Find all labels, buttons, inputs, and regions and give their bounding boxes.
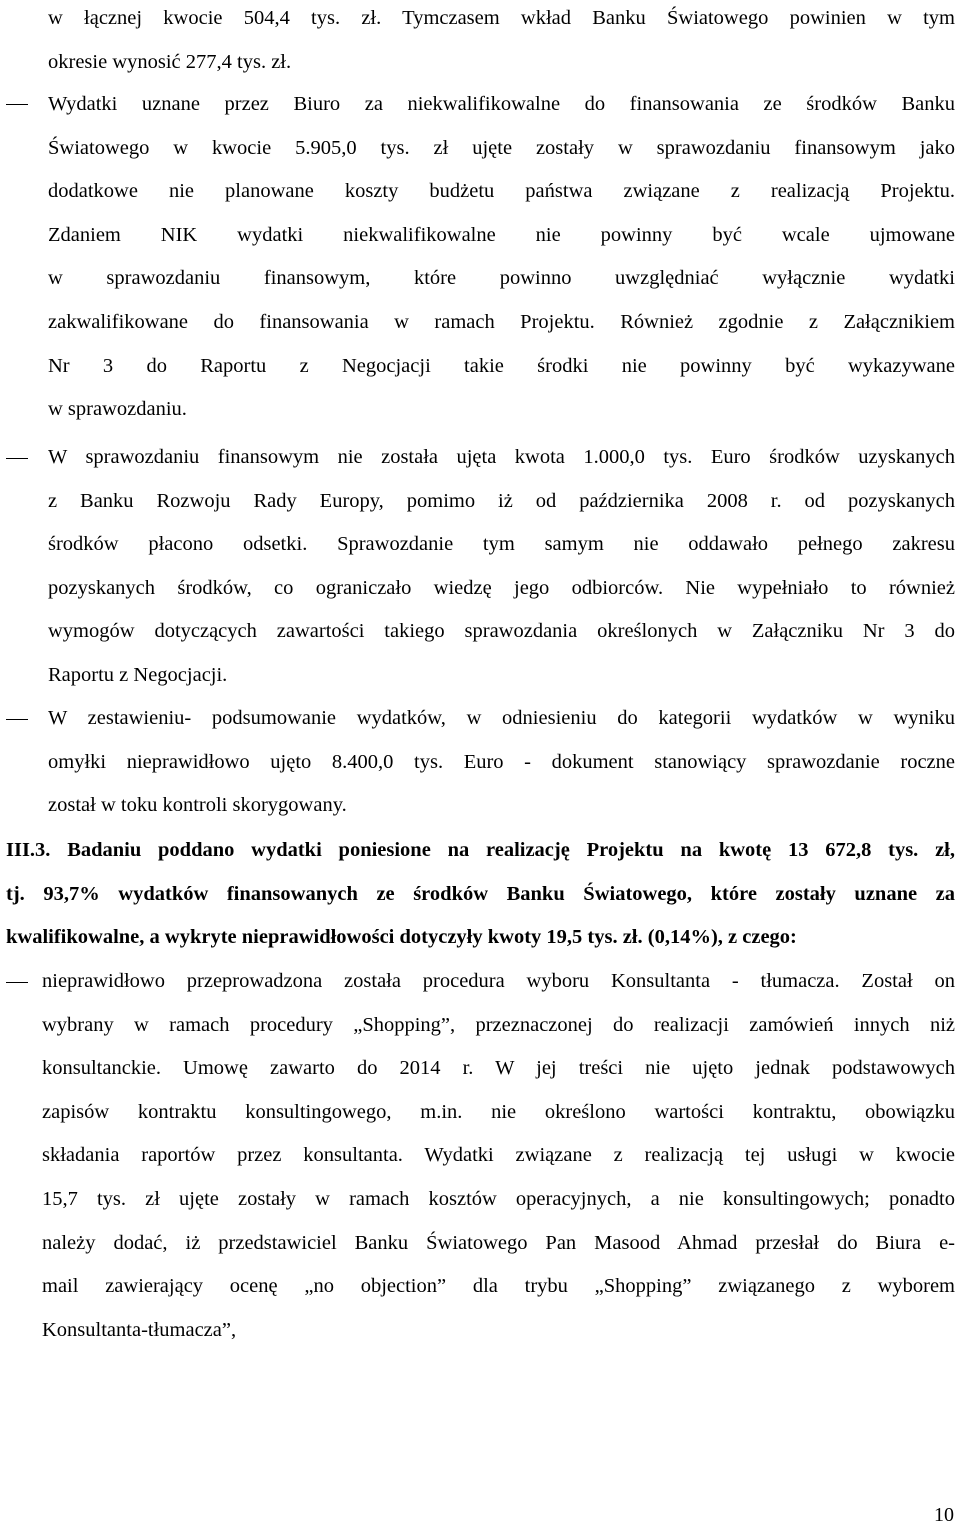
text-line: w sprawozdaniu finansowym, które powinno uwzględniać wyłącznie wydatki xyxy=(48,267,955,290)
text-line: Konsultanta-tłumacza”, xyxy=(42,1318,237,1341)
text-line: okresie wynosić 277,4 tys. zł. xyxy=(48,50,292,73)
section-heading xyxy=(6,829,955,960)
text-line: zakwalifikowane do finansowania w ramach Projektu. Również zgodnie z Załącznikiem xyxy=(48,310,955,333)
text-line: Światowego w kwocie 5.905,0 tys. zł ujęte zostały w sprawozdaniu finansowym jako xyxy=(48,136,955,159)
text-line: składania raportów przez konsultanta. Wydatki związane z realizacją tej usługi w kwocie xyxy=(42,1144,955,1167)
text-line: należy dodać, iż przedstawiciel Banku Światowego Pan Masood Ahmad przesłał do Biura e- xyxy=(42,1231,955,1254)
text-line: W zestawieniu- podsumowanie wydatków, w odniesieniu do kategorii wydatków w wyniku xyxy=(48,707,955,729)
text-line: wybrany w ramach procedury „Shopping”, przeznaczonej do realizacji zamówień innych niż xyxy=(42,1013,955,1036)
text-line: Raportu z Negocjacji. xyxy=(48,663,228,686)
text-line: konsultanckie. Umowę zawarto do 2014 r. W jej treści nie ujęto jednak podstawowych xyxy=(42,1057,955,1080)
bullet-dash-icon xyxy=(6,104,28,105)
heading-line: kwalifikowalne, a wykryte nieprawidłowości dotyczyły kwoty 19,5 tys. zł. (0,14%), z czego: xyxy=(6,926,797,949)
text-line: w łącznej kwocie 504,4 tys. zł. Tymczasem wkład Banku Światowego powinien w tym xyxy=(48,7,955,29)
text-line: został w toku kontroli skorygowany. xyxy=(48,794,347,817)
text-line: wymogów dotyczących zawartości takiego sprawozdania określonych w Załączniku Nr 3 do xyxy=(48,620,955,643)
text-line: dodatkowe nie planowane koszty budżetu państwa związane z realizacją Projektu. xyxy=(48,180,955,203)
bullet-paragraph xyxy=(48,83,955,432)
text-line: Wydatki uznane przez Biuro za niekwalifikowalne do finansowania ze środków Banku xyxy=(48,93,955,115)
text-line: mail zawierający ocenę „no objection” dla trybu „Shopping” związanego z wyborem xyxy=(42,1275,955,1298)
bullet-dash-icon xyxy=(6,458,28,459)
text-line: w sprawozdaniu. xyxy=(48,398,187,421)
intro-paragraph xyxy=(48,0,955,84)
text-line: nieprawidłowo przeprowadzona została procedura wyboru Konsultanta - tłumacza. Został on xyxy=(42,970,955,992)
text-line: 15,7 tys. zł ujęte zostały w ramach kosztów operacyjnych, a nie konsultingowych; ponadto xyxy=(42,1187,955,1210)
heading-line: tj. 93,7% wydatków finansowanych ze środków Banku Światowego, które zostały uznane za xyxy=(6,882,955,905)
text-line: z Banku Rozwoju Rady Europy, pomimo iż od października 2008 r. od pozyskanych xyxy=(48,489,955,512)
bullet-paragraph xyxy=(42,960,955,1352)
bullet-dash-icon xyxy=(6,982,28,983)
text-line: zapisów kontraktu konsultingowego, m.in. nie określono wartości kontraktu, obowiązku xyxy=(42,1100,955,1123)
text-line: pozyskanych środków, co ograniczało wiedzę jego odbiorców. Nie wypełniało to również xyxy=(48,576,955,599)
heading-line: III.3. Badaniu poddano wydatki poniesione na realizację Projektu na kwotę 13 672,8 tys. zł, xyxy=(6,839,955,861)
text-line: środków płacono odsetki. Sprawozdanie tym samym nie oddawało pełnego zakresu xyxy=(48,533,955,556)
text-line: omyłki nieprawidłowo ujęto 8.400,0 tys. Euro - dokument stanowiący sprawozdanie roczne xyxy=(48,750,955,773)
text-line: Zdaniem NIK wydatki niekwalifikowalne nie powinny być wcale ujmowane xyxy=(48,223,955,246)
text-line: W sprawozdaniu finansowym nie została ujęta kwota 1.000,0 tys. Euro środków uzyskanych xyxy=(48,446,955,468)
page-number: 10 xyxy=(934,1504,954,1526)
text-line: Nr 3 do Raportu z Negocjacji takie środki nie powinny być wykazywane xyxy=(48,354,955,377)
bullet-paragraph xyxy=(48,436,955,698)
bullet-dash-icon xyxy=(6,719,28,720)
bullet-paragraph xyxy=(48,697,955,828)
